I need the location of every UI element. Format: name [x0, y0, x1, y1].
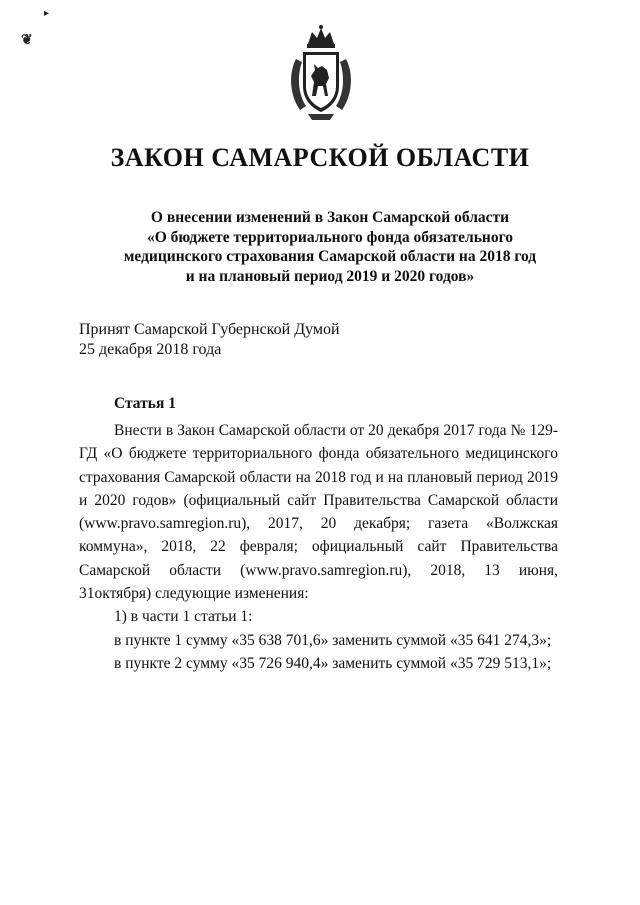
adopted-by: Принят Самарской Губернской Думой: [79, 321, 340, 338]
paragraph-item-1: 1) в части 1 статьи 1:: [114, 608, 253, 626]
article-heading: Статья 1: [114, 395, 176, 412]
subject-line: «О бюджете территориального фонда обязательного: [146, 228, 514, 246]
subject-line: и на плановый период 2019 и 2020 годов»: [185, 267, 475, 285]
adoption-date: 25 декабря 2018 года: [79, 341, 222, 358]
subject-line: медицинского страхования Самарской области на 2018 год: [123, 248, 537, 265]
scan-mark: ❦: [21, 33, 33, 48]
coat-of-arms-emblem: [286, 24, 356, 124]
subject-line: О внесении изменений в Закон Самарской области: [150, 209, 510, 226]
scan-mark: ▸: [44, 8, 50, 19]
law-subject: [100, 208, 560, 286]
adoption-info: [79, 320, 340, 360]
article-body: [79, 419, 558, 675]
paragraph-point-2: в пункте 2 сумму «35 726 940,4» заменить суммой «35 729 513,1»;: [114, 654, 552, 672]
paragraph-main: Внести в Закон Самарской области от 20 декабря 2017 года № 129-ГД «О бюджете территориального фонда обязательного медицинского страхования Самарской области на 2018 год и на плановый период 2019 и 2020 годов» (официальный сайт Правительства Самарской области (www.pravo.samregion.ru), 2017, 20 декабря; газета «Волжская коммуна», 2018, 22 февраля; официальный сайт Правительства Самарской области (www.pravo.samregion.ru), 2018, 13 июня, 31октября) следующие изменения:: [79, 422, 558, 603]
law-title: ЗАКОН САМАРСКОЙ ОБЛАСТИ: [110, 143, 530, 172]
paragraph-point-1: в пункте 1 сумму «35 638 701,6» заменить суммой «35 641 274,3»;: [114, 631, 552, 649]
